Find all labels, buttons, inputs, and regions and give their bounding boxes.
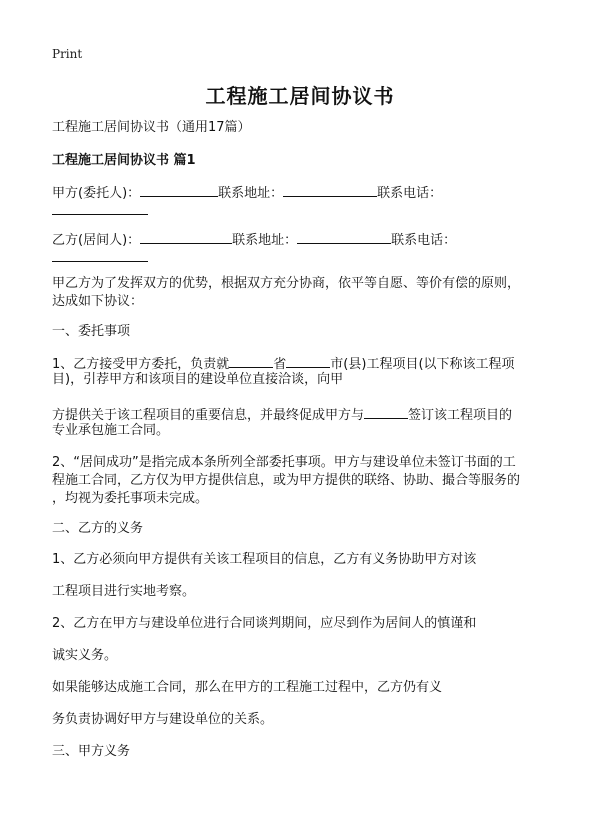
document-title: 工程施工居间协议书 [205,84,395,108]
clause-1-text-c: 市(县)工程项目(以下称该工程项 [330,357,515,372]
party-a-address-label: 联系地址： [218,186,284,201]
party-b-phone-blank [52,247,148,262]
clause-1-line-2: 目)，引荐甲方和该项目的建设单位直接洽谈，向甲 [52,372,344,387]
city-blank [286,353,330,368]
clause-2-line-2: 程施工合同，乙方仅为甲方提供信息，或为甲方提供的联络、协助、撮合等服务的 [52,473,521,488]
obligation-3-line-1: 如果能够达成施工合同，那么在甲方的工程施工过程中，乙方仍有义 [52,680,443,695]
heading-entrusted-matters: 一、委托事项 [52,324,131,339]
party-a-address-blank [283,182,377,197]
clause-1-line-3-a: 方提供关于该工程项目的重要信息，并最终促成甲方与 [52,408,365,423]
obligation-2-line-2: 诚实义务。 [52,648,118,663]
intro-line-2: 达成如下协议： [52,294,144,309]
obligation-1-line-1: 1、乙方必须向甲方提供有关该工程项目的信息，乙方有义务协助甲方对该 [52,552,477,567]
clause-2-line-3: ，均视为委托事项未完成。 [52,491,209,506]
party-b-blank [140,229,232,244]
party-b-label: 乙方(居间人)： [52,233,141,248]
obligation-1-line-2: 工程项目进行实地考察。 [52,584,196,599]
heading-party-b-obligations: 二、乙方的义务 [52,521,144,536]
party-a-phone-label: 联系电话： [377,186,443,201]
party-b-address-label: 联系地址： [232,233,298,248]
party-a-phone-blank [52,200,148,215]
intro-line-1: 甲乙方为了发挥双方的优势，根据双方充分协商，依平等自愿、等价有偿的原则， [52,276,521,291]
clause-1-text-b: 省 [273,357,287,372]
clause-2-line-1: 2、“居间成功”是指完成本条所列全部委托事项。甲方与建设单位未签订书面的工 [52,455,516,470]
clause-1-text-a: 1、乙方接受甲方委托，负责就 [52,357,230,372]
party-a-phone-line [52,200,148,221]
print-label[interactable]: Print [52,47,83,61]
obligation-3-line-2: 务负责协调好甲方与建设单位的关系。 [52,712,274,727]
clause-1-line-4: 专业承包施工合同。 [52,423,170,438]
party-a-label: 甲方(委托人)： [52,186,141,201]
unit-blank [364,404,408,419]
party-a-blank [140,182,218,197]
clause-1-line-3-b: 签订该工程项目的 [408,408,513,423]
document-subtitle: 工程施工居间协议书（通用17篇） [52,120,251,135]
province-blank [229,353,273,368]
section-heading: 工程施工居间协议书 篇1 [52,153,196,168]
party-b-address-blank [297,229,391,244]
obligation-2-line-1: 2、乙方在甲方与建设单位进行合同谈判期间，应尽到作为居间人的慎谨和 [52,616,477,631]
party-b-phone-line [52,247,148,268]
party-b-phone-label: 联系电话： [391,233,457,248]
heading-party-a-obligations: 三、甲方义务 [52,744,131,759]
